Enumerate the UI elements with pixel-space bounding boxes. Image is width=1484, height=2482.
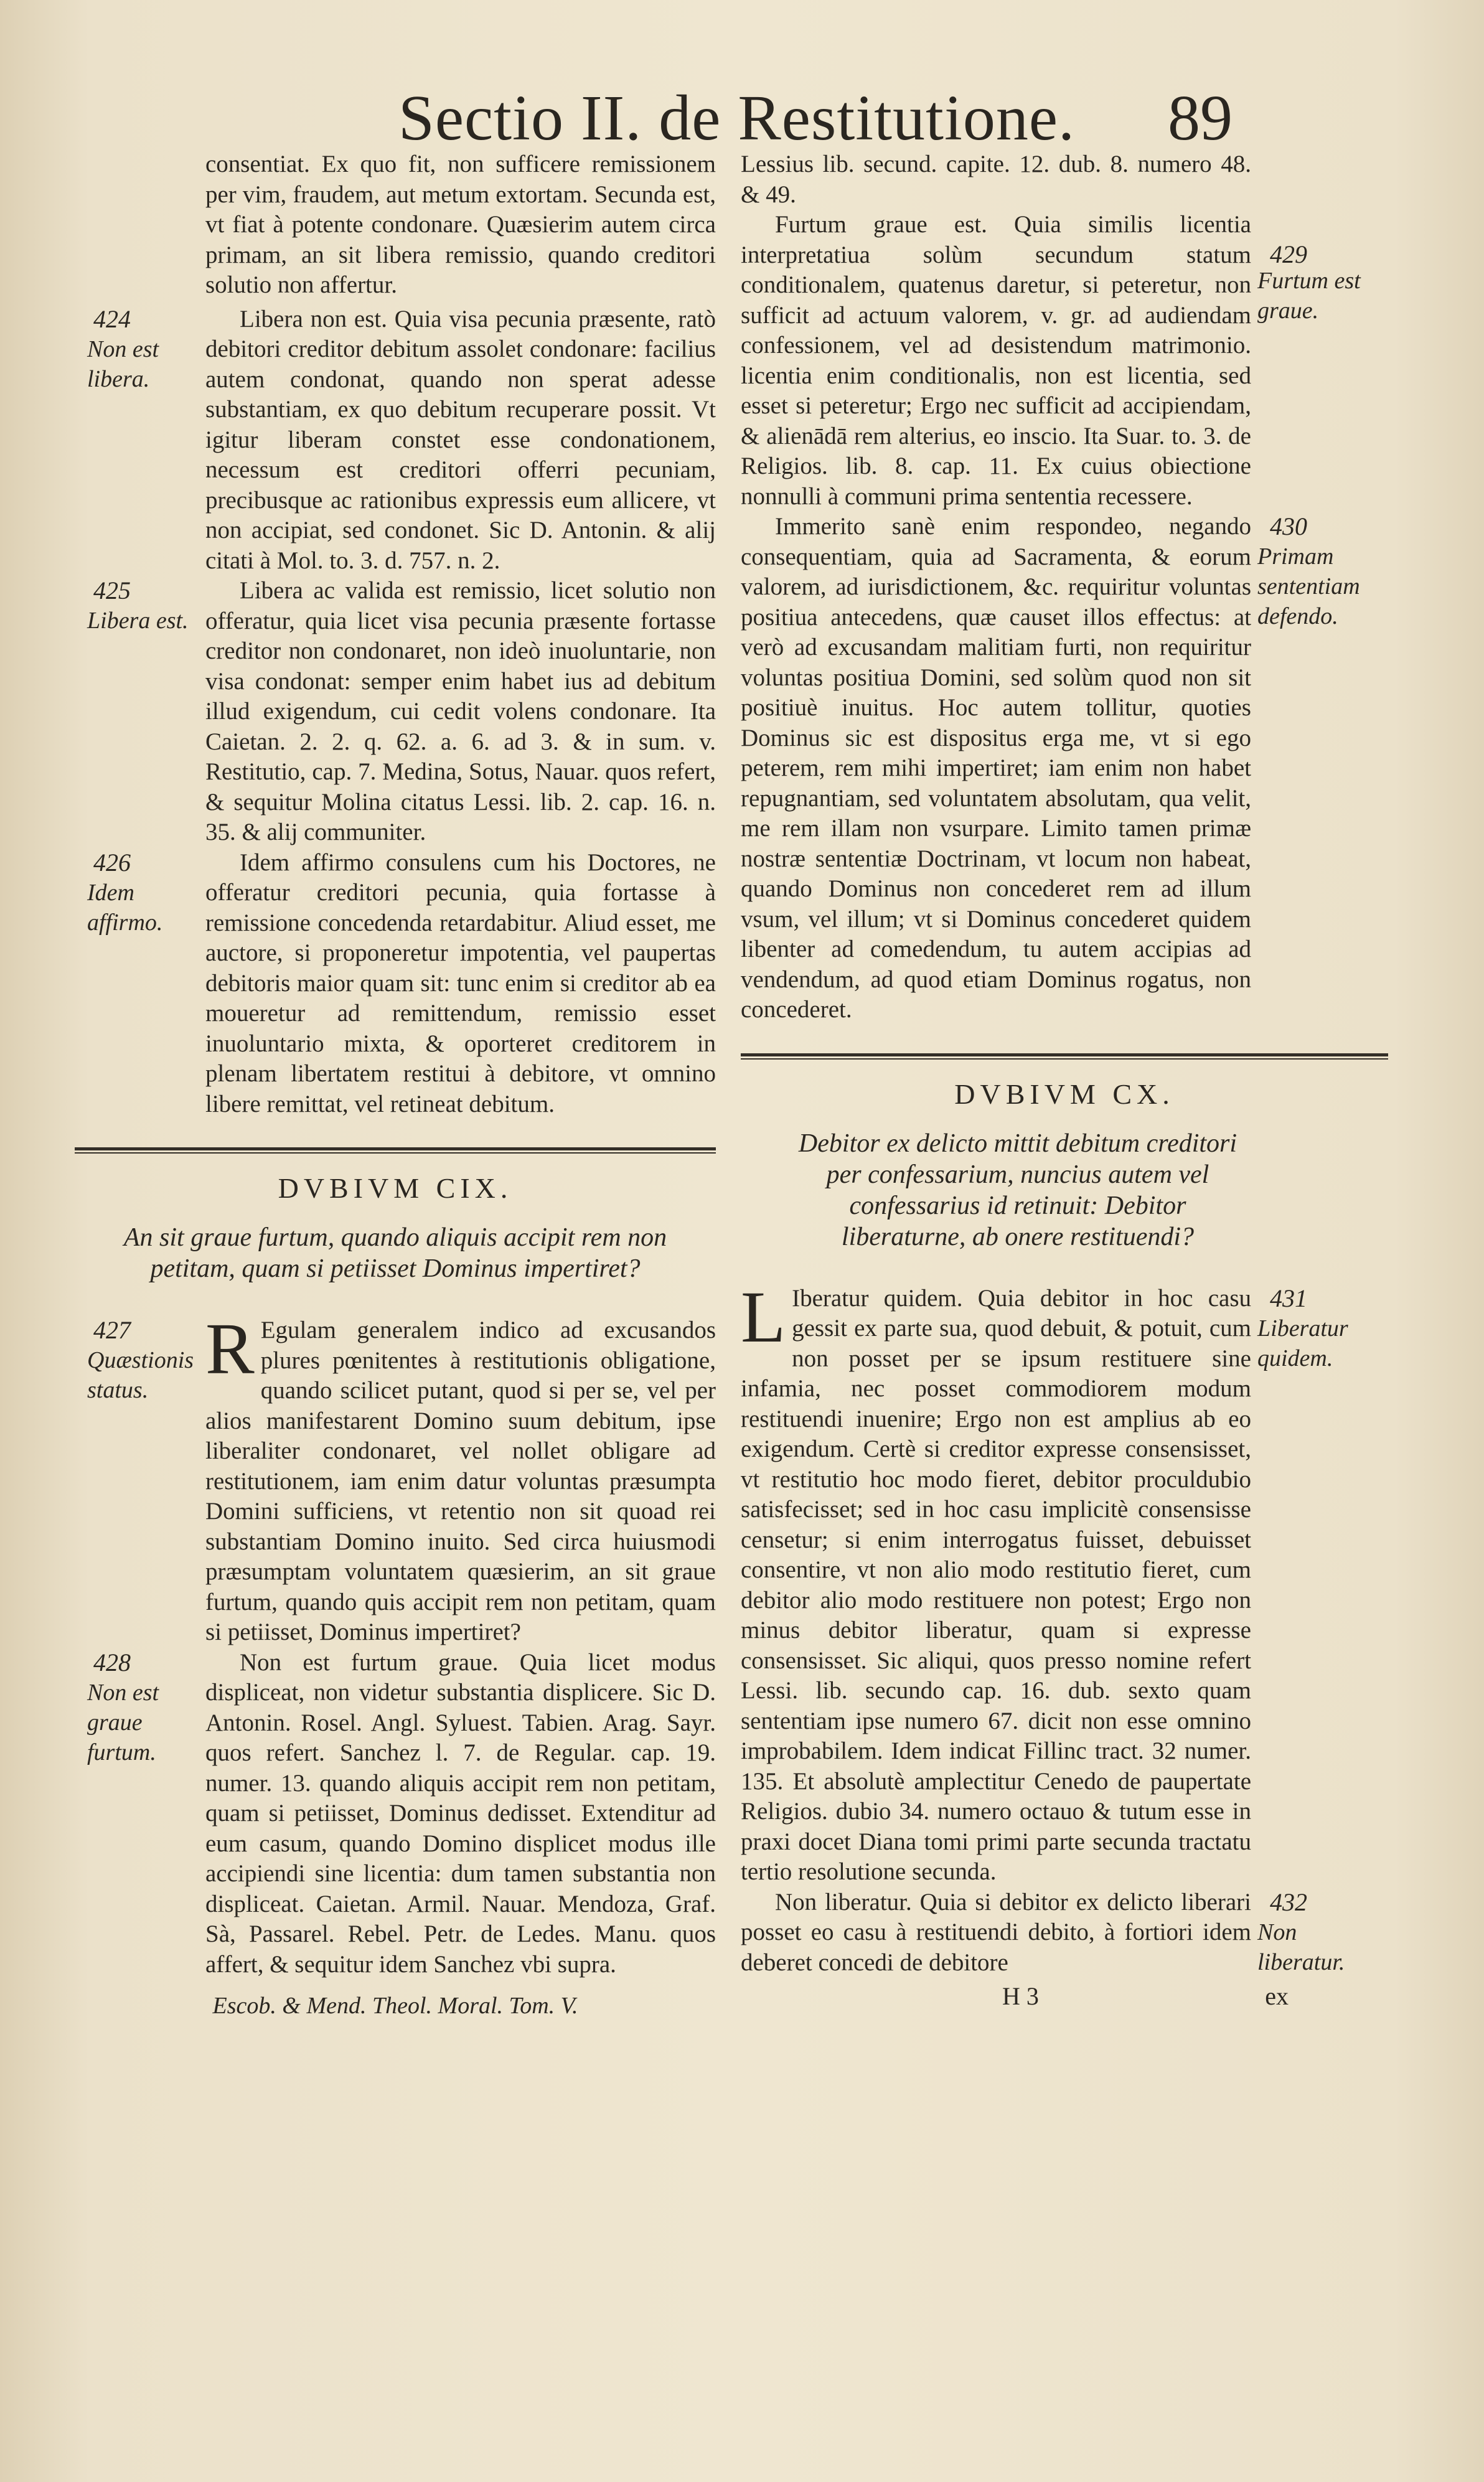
margin-note: Non liberatur. bbox=[1257, 1919, 1345, 1975]
margin-note: Primam sententiam defendo. bbox=[1257, 543, 1360, 629]
paragraph: Idem affirmo consulens cum his Doctores, ne offeratur creditori pecunia, quia fortasse à remissione concedenda retardabitur. Aliud esset, me auctore, si proponeretur impotentia, vel paupertas debitoris maior quam sit: tunc enim si creditor ab ea moueretur ad remittendum, remissio esset inuoluntario mixta, & oporteret creditorem in plenam libertatem restitui à debitore, vt omnino libere remittat, vel retineat debitum. bbox=[205, 848, 716, 1117]
paragraph-number: 426 bbox=[93, 848, 131, 877]
paragraph-number: 430 bbox=[1270, 512, 1307, 540]
paragraph: Immerito sanè enim respondeo, negando consequentiam, quia ad Sacramenta, & eorum valorem, ad iurisdictionem, &c. requiritur voluntas positiua antecedens, quæ causet illos effectus: at verò ad excusandam malitiam furti, non requiritur voluntas positiua Domini, sed solùm quod non sit positiuè inuitus. Hoc autem tollitur, quoties Dominus sic est dispositus erga me, vt si ego peterem, rem mihi impertiret; iam enim non habet repugnantiam, sed voluntatem absolutam, qua velit, me rem illam non vsurpare. Limito tamen primæ nostræ sententiæ Doctrinam, vt locum non habeat, quando Dominus non concederet rem ad illum vsum, vel illum; vt si Dominus concederet quidem libenter ad comedendum, tu autem accipias ad vendendum, ad quod etiam Dominus rogatus, non concederet. bbox=[741, 513, 1251, 1023]
drop-capital: R bbox=[205, 1308, 255, 1389]
margin-note: Quæstionis status. bbox=[87, 1347, 194, 1403]
paragraph-block bbox=[741, 149, 1388, 210]
paragraph: Furtum graue est. Quia similis licentia interpretatiua solùm secundum statum conditionalem, quatenus daretur, si peteretur, non sufficit ad actuum valorem, v. gr. ad audiendam confessionem, vel ad desistendum matrimonio. licentia enim conditionalis, non est licentia, sed esset si peteretur; Ergo nec sufficit ad accipiendam, & alienādā rem alterius, eo inscio. Ita Suar. to. 3. de Religios. lib. 8. cap. 11. Ex cuius obiectione nonnulli à communi prima sententia recessere. bbox=[741, 211, 1251, 510]
paragraph: Lessius lib. secund. capite. 12. dub. 8. numero 48. & 49. bbox=[741, 151, 1251, 208]
dubium-question: Debitor ex delicto mittit debitum creditori per confessarium, nuncius autem vel confessarius id retinuit: Debitor liberaturne, ab onere restituendi? bbox=[798, 1129, 1237, 1251]
paragraph-block bbox=[741, 512, 1388, 1025]
margin-note: Libera est. bbox=[87, 608, 189, 634]
paragraph-number: 429 bbox=[1270, 240, 1307, 268]
margin-note: Furtum est graue. bbox=[1257, 268, 1361, 324]
paragraph-block bbox=[75, 304, 716, 576]
paragraph: Libera non est. Quia visa pecunia præsente, ratò debitori creditor debitum assolet condonare: facilius autem condonat, quando non sperat adesse substantiam, ex quo debitum recuperare possit. Vt igitur liberam constet esse condonationem, necessum est creditori offerri pecuniam, precibusque ac rationibus expressis eum allicere, vt non accipiat, sed condonet. Sic D. Antonin. & alij citati à Mol. to. 3. d. 757. n. 2. bbox=[205, 305, 716, 574]
paragraph-block bbox=[75, 1648, 716, 1980]
section-divider bbox=[75, 1144, 716, 1153]
page-foot bbox=[741, 1978, 1289, 2015]
page-header bbox=[398, 75, 1233, 162]
paragraph-block bbox=[741, 1276, 1388, 1887]
paragraph-block bbox=[75, 848, 716, 1120]
paragraph-number: 431 bbox=[1270, 1284, 1307, 1312]
paragraph-number: 432 bbox=[1270, 1887, 1307, 1916]
margin-note: Non est libera. bbox=[87, 336, 159, 392]
catchword: ex bbox=[1265, 1982, 1289, 2010]
paragraph-block bbox=[75, 1308, 716, 1648]
paragraph-block bbox=[741, 1887, 1388, 1978]
paragraph-block bbox=[75, 576, 716, 848]
paragraph-number: 425 bbox=[93, 576, 131, 604]
paragraph-number: 424 bbox=[93, 304, 131, 333]
drop-capital: L bbox=[741, 1276, 786, 1358]
margin-note: Liberatur quidem. bbox=[1257, 1315, 1348, 1371]
footer-catchline: Escob. & Mend. Theol. Moral. Tom. V. bbox=[212, 1993, 578, 2019]
dubium-heading: DVBIVM CX. bbox=[954, 1078, 1175, 1110]
signature-mark: H 3 bbox=[1002, 1982, 1039, 2010]
paragraph-number: 428 bbox=[93, 1648, 131, 1676]
paragraph: Non est furtum graue. Quia licet modus displiceat, non videtur substantia displicere. Sic D. Antonin. Rosel. Angl. Syluest. Tabien. Arag. Sayr. quos refert. Sanchez l. 7. de Regular. cap. 19. numer. 13. quando aliquis accipit rem non petitam, quam si petiisset, Dominus dedisset. Extenditur ad eum casum, quando Domino displicet modus ille accipiendi sine licentia: dum tamen substantia non displiceat. Caietan. Armil. Nauar. Mendoza, Graf. Sà, Passarel. Rebel. Petr. de Ledes. Manu. quos affert, & sequitur idem Sanchez vbi supra. bbox=[205, 1648, 716, 1978]
right-column bbox=[741, 149, 1388, 2015]
paragraph bbox=[205, 1308, 716, 1648]
paragraph: Libera ac valida est remissio, licet solutio non offeratur, quia licet visa pecunia præsente fortasse creditor non condonaret, non ideò inuoluntarie, non visa condonat: semper enim habet ius ad debitum illud exigendum, cui cedit volens condonare. Ita Caietan. 2. 2. q. 62. a. 6. ad 3. & in sum. v. Restitutio, cap. 7. Medina, Sotus, Nauar. quos refert, & sequitur Molina citatus Lessi. lib. 2. cap. 16. n. 35. & alij communiter. bbox=[205, 577, 716, 845]
margin-note: Non est graue furtum. bbox=[87, 1679, 159, 1765]
section-divider bbox=[741, 1050, 1388, 1059]
margin-note: Idem affirmo. bbox=[87, 879, 163, 936]
paragraph: consentiat. Ex quo fit, non sufficere remissionem per vim, fraudem, aut metum extortam. Secunda est, vt fiat à potente condonare. Quæsierim autem circa primam, an sit libera remissio, quando creditori solutio non affertur. bbox=[205, 151, 716, 298]
dubium-question: An sit graue furtum, quando aliquis accipit rem non petitam, quam si petiisset Dominus impertiret? bbox=[123, 1223, 667, 1283]
running-title: Sectio II. de Restitutione. bbox=[398, 82, 1076, 154]
dubium-heading: DVBIVM CIX. bbox=[278, 1172, 513, 1204]
paragraph bbox=[741, 1276, 1251, 1887]
paragraph-number: 427 bbox=[93, 1316, 131, 1344]
paragraph-block bbox=[75, 149, 716, 301]
paragraph-block bbox=[741, 210, 1388, 512]
left-column bbox=[75, 149, 716, 2019]
paragraph: Non liberatur. Quia si debitor ex delicto liberari posset eo casu à restituendi debito, à fortiori idem deberet concedi de debitore bbox=[741, 1888, 1251, 1976]
paragraph-text: Iberatur quidem. Quia debitor in hoc casu gessit ex parte sua, quod debuit, & potuit, cum non posset per se ipsum restituere sine infamia, nec posset commodiorem modum restituendi inuenire; Ergo non est amplius ab eo exigendum. Certè si creditor expresse consensisset, vt restitutio hoc modo fieret, debitor proculdubio satisfecisset; sed in hoc casu implicitè consensisse censetur; si enim interrogatus fuisset, debuisset consentire, vt non alio modo restitutio fieret, cum debitor alio modo restituere non potest; Ergo non minus debitor liberatur, quam si expresse consensisset. Sic aliqui, quos presso nomine refert Lessi. lib. secundo cap. 16. dub. sexto quam sententiam ipse numero 67. dicit non esse omnino improbabilem. Idem indicat Fillinc tract. 32 numer. 135. Et absolutè amplectitur Cenedo de paupertate Religios. dubio 34. numero octauo & tutum esse in praxi docet Diana tomi primi parte secunda tractatu tertio resolutione secunda. bbox=[741, 1284, 1251, 1885]
page-number: 89 bbox=[1168, 82, 1233, 154]
paragraph-text: Egulam generalem indico ad excusandos plures pœnitentes à restitutionis obligatione, quando scilicet putant, quod si per se, vel per alios manifestarent Domino suum debitum, ipse liberaliter condonaret, vel nollet obligare ad restitutionem, iam enim datur voluntas præsumpta Domini sufficiens, vt retentio non sit quoad rei substantiam Domino inuito. Sed circa huiusmodi præsumptam voluntatem quæsierim, an sit graue furtum, quando quis accipit rem non petitam, quam si petiisset, Dominus impertiret? bbox=[205, 1317, 716, 1645]
